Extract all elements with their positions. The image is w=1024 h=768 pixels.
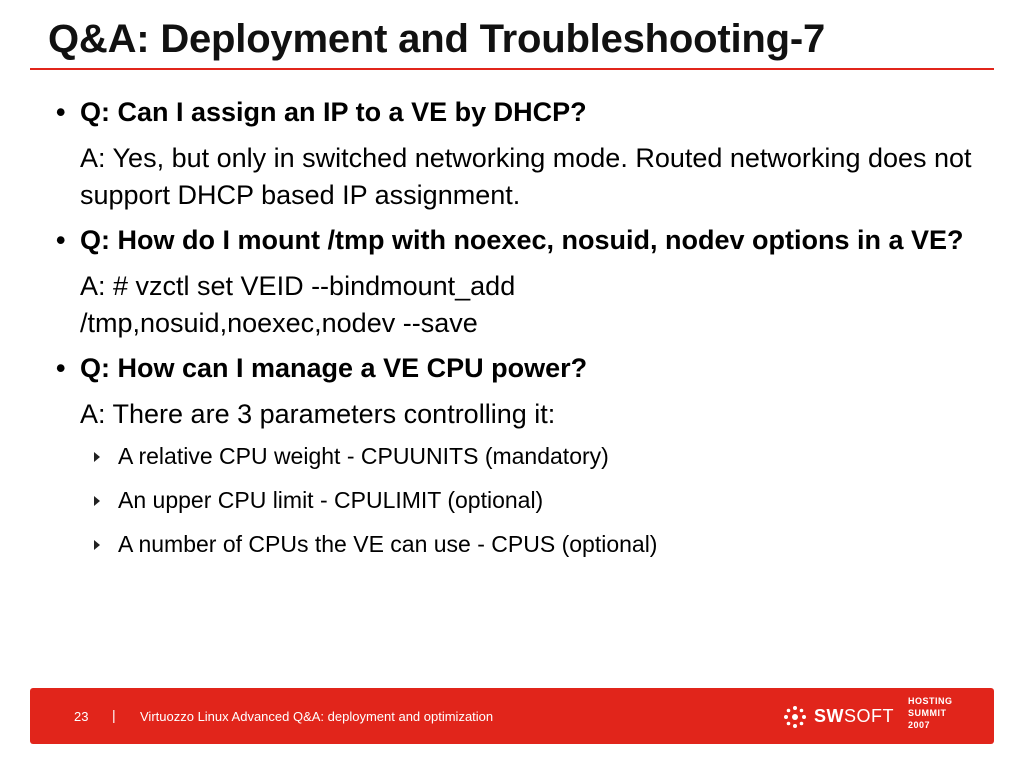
answer-2-line2: /tmp,nosuid,noexec,nodev --save — [80, 308, 478, 338]
footer-bar — [30, 688, 994, 744]
bullet-dot: • — [56, 353, 66, 383]
bullet-dot: • — [56, 225, 66, 255]
brand-soft: SOFT — [844, 706, 894, 726]
footer-separator: | — [112, 707, 116, 723]
brand-sw: SW — [814, 706, 844, 726]
event-line-3: 2007 — [908, 720, 931, 730]
answer-2-line1: A: # vzctl set VEID --bindmount_add — [80, 271, 516, 301]
page-number: 23 — [74, 709, 89, 724]
question-3 — [56, 350, 976, 386]
sub-item-text: A relative CPU weight - CPUUNITS (mandatory) — [118, 443, 609, 469]
question-2 — [56, 222, 976, 258]
question-1 — [56, 94, 976, 130]
event-label — [908, 695, 953, 731]
answer-1: A: Yes, but only in switched networking mode. Routed networking does not support DHCP based IP assignment. — [80, 143, 972, 210]
swsoft-star-logo-icon — [782, 704, 808, 730]
triangle-right-icon — [94, 496, 100, 506]
brand-wordmark — [814, 706, 894, 727]
question-2-text: Q: How do I mount /tmp with noexec, nosuid, nodev options in a VE? — [80, 225, 964, 255]
sub-item-cpus — [56, 529, 976, 559]
answer-3: A: There are 3 parameters controlling it: — [80, 399, 556, 429]
answer-2 — [56, 268, 976, 342]
slide-content — [56, 94, 976, 573]
triangle-right-icon — [94, 540, 100, 550]
event-line-2: SUMMIT — [908, 708, 947, 718]
title-divider — [30, 68, 994, 70]
bullet-dot: • — [56, 97, 66, 127]
triangle-right-icon — [94, 452, 100, 462]
event-line-1: HOSTING — [908, 696, 953, 706]
sub-item-text: An upper CPU limit - CPULIMIT (optional) — [118, 487, 544, 513]
slide-title: Q&A: Deployment and Troubleshooting-7 — [48, 17, 826, 61]
sub-item-text: A number of CPUs the VE can use - CPUS (optional) — [118, 531, 658, 557]
question-1-text: Q: Can I assign an IP to a VE by DHCP? — [80, 97, 587, 127]
question-3-text: Q: How can I manage a VE CPU power? — [80, 353, 588, 383]
sub-item-cpulimit — [56, 485, 976, 515]
footer-text: Virtuozzo Linux Advanced Q&A: deployment and optimization — [140, 709, 494, 724]
sub-item-cpuunits — [56, 441, 976, 471]
